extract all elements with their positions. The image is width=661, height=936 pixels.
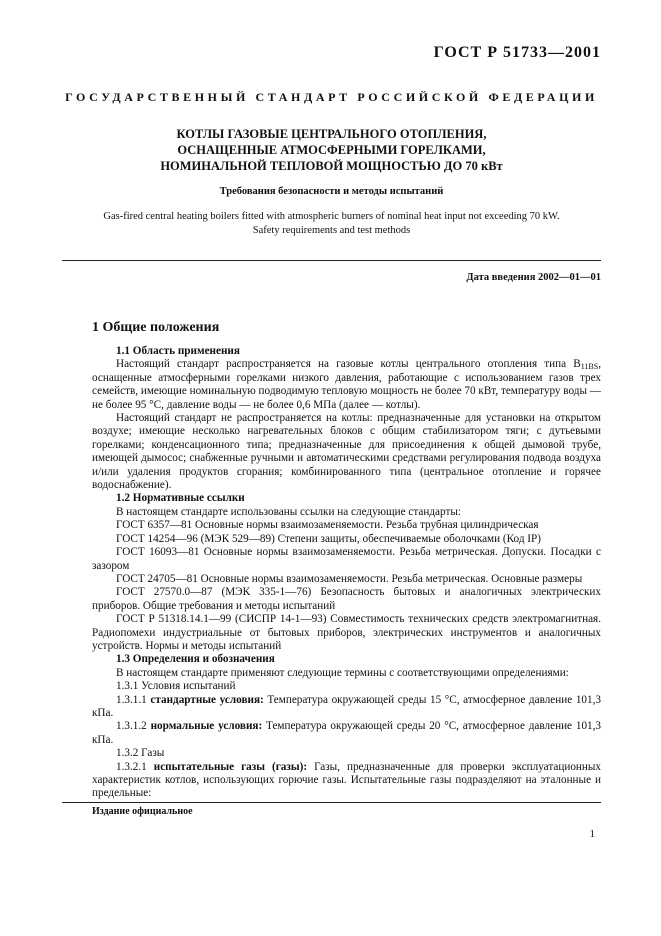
section-heading: 1 Общие положения [92, 320, 220, 335]
divider-top [62, 260, 601, 261]
term-standard-conditions: стандартные условия: [150, 693, 264, 706]
page-number: 1 [589, 828, 595, 840]
paragraph-test-conditions: 1.3.1 Условия испытаний [116, 680, 236, 693]
subsection-heading-definitions: 1.3 Определения и обозначения [116, 653, 275, 666]
divider-bottom [62, 802, 601, 803]
paragraph-definitions-intro: В настоящем стандарте применяют следующие термины с соответствующими определениями: [116, 666, 569, 679]
definition-test-gases: 1.3.2.1 испытательные газы (газы): Газы, предназначенные для проверки эксплуатационных характеристик котлов, использующих горючие газы. Испытательные газы подразделяют на эталонные и предельные: [92, 760, 602, 800]
english-title-line-2: Safety requirements and test methods [252, 225, 411, 236]
paragraph-gases: 1.3.2 Газы [116, 747, 165, 760]
title-line-1: КОТЛЫ ГАЗОВЫЕ ЦЕНТРАЛЬНОГО ОТОПЛЕНИЯ, [176, 127, 487, 141]
state-standard-header: ГОСУДАРСТВЕННЫЙ СТАНДАРТ РОССИЙСКОЙ ФЕДЕРАЦИИ [65, 90, 598, 104]
introduction-date: Дата введения 2002—01—01 [466, 272, 601, 283]
reference-item: ГОСТ 14254—96 (МЭК 529—89) Степени защиты, обеспечиваемые оболочками (Код IP) [116, 532, 541, 545]
term-normal-conditions: нормальные условия: [150, 720, 263, 733]
reference-item: ГОСТ 24705—81 Основные нормы взаимозаменяемости. Резьба метрическая. Основные размеры [116, 572, 583, 585]
subsection-heading-scope: 1.1 Область применения [116, 345, 240, 357]
title-line-2: ОСНАЩЕННЫЕ АТМОСФЕРНЫМИ ГОРЕЛКАМИ, [177, 143, 486, 157]
paragraph-references-intro: В настоящем стандарте использованы ссылки на следующие стандарты: [116, 505, 461, 518]
boiler-type-subscript: 11BS [580, 362, 599, 372]
document-body [92, 345, 601, 801]
term-test-gases: испытательные газы (газы): [153, 760, 308, 773]
paragraph-scope: Настоящий стандарт распространяется на газовые котлы центрального отопления типа $B_{11BS}$, оснащенные атмосферными горелками низкого давления, работающие с использованием газов трех семейств, имеющие номинальную подводимую тепловую мощность не более 70 кВт, температуру воды — не более 95 °С, давление воды — не более 0,6 МПа (далее — котлы). [92, 358, 601, 411]
english-title-line-1: Gas-fired central heating boilers fitted with atmospheric burners of nominal heat input not exceeding 70 kW. [103, 211, 560, 222]
subsection-heading-references: 1.2 Нормативные ссылки [116, 492, 245, 505]
reference-item: ГОСТ 6357—81 Основные нормы взаимозаменяемости. Резьба трубная цилиндрическая [116, 519, 539, 532]
english-title [62, 210, 601, 238]
title-line-3: НОМИНАЛЬНОЙ ТЕПЛОВОЙ МОЩНОСТЬЮ ДО 70 кВт [160, 159, 503, 173]
definition-standard-conditions: 1.3.1.1 стандартные условия: Температура окружающей среды 15 °С, атмосферное давление 101,3 кПа. [92, 693, 602, 719]
reference-item: ГОСТ 27570.0—87 (МЭК 335-1—76) Безопасность бытовых и аналогичных электрических приборов. Общие требования и методы испытаний [92, 586, 601, 612]
paragraph-exclusions: Настоящий стандарт не распространяется на котлы: предназначенные для установки на открытом воздухе; имеющие несколько нагревательных блоков с общим стабилизатором тяги; с дутьевыми горелками; конденсационного типа; предназначенные для присоединения к общей дымовой трубе, имеющей дымосос; снабженные ручными и автоматическими средствами регулирования подвода воздуха и/или удаления продуктов сгорания; комбинированного типа (центральное отопление и горячее водоснабжение). [92, 412, 601, 492]
official-edition-note: Издание официальное [92, 806, 193, 817]
document-subtitle: Требования безопасности и методы испытаний [219, 186, 444, 197]
reference-item: ГОСТ Р 51318.14.1—99 (СИСПР 14-1—93) Совместимость технических средств электромагнитная. Радиопомехи индустриальные от бытовых приборов, электрических инструментов и аналогичных устройств. Нормы и методы испытаний [92, 613, 601, 652]
document-title [62, 126, 601, 174]
definition-normal-conditions: 1.3.1.2 нормальные условия: Температура окружающей среды 20 °С, атмосферное давление 101,3 кПа. [92, 720, 602, 746]
document-number: ГОСТ Р 51733—2001 [433, 44, 601, 61]
reference-item: ГОСТ 16093—81 Основные нормы взаимозаменяемости. Резьба метрическая. Допуски. Посадки с зазором [92, 546, 601, 572]
